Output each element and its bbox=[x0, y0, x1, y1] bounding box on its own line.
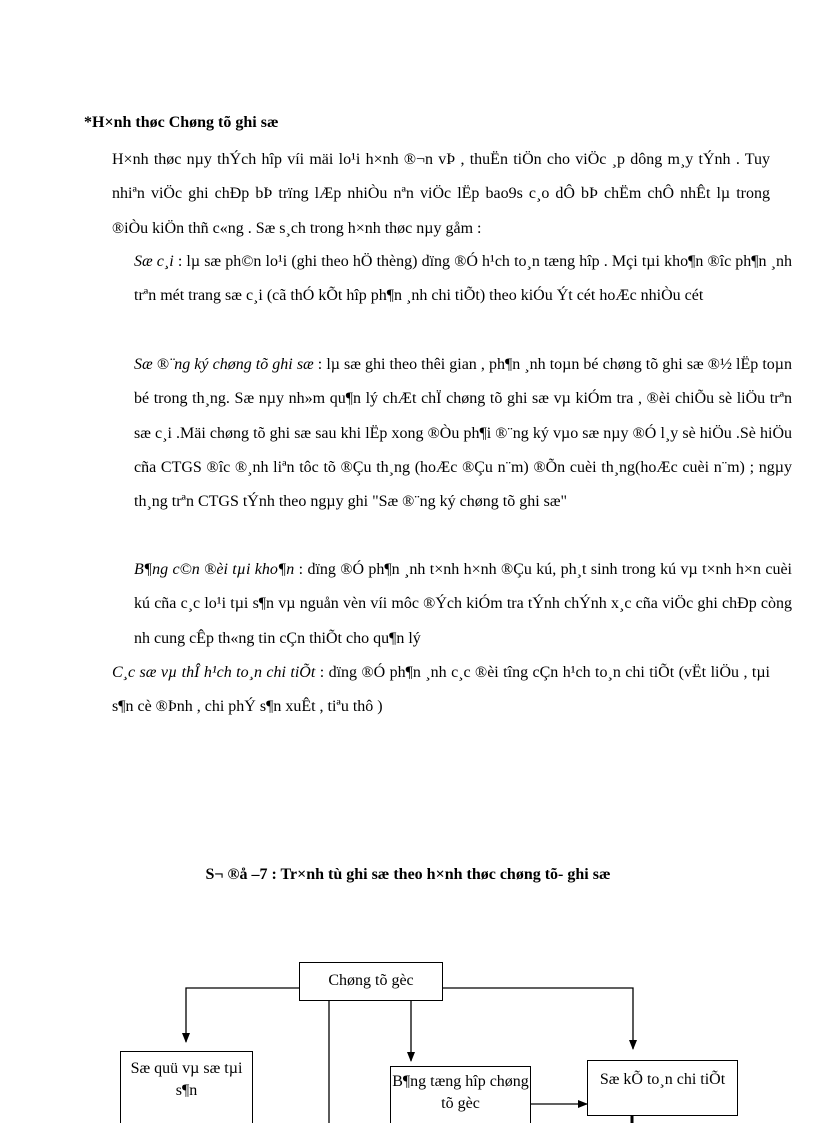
bang-can-doi-term: B¶ng c©n ®èi tµi kho¶n bbox=[134, 561, 295, 578]
box-chung-tu-goc: Chøng tõ gèc bbox=[299, 962, 443, 1001]
box-so-chi-tiet: Sæ kÕ to¸n chi tiÕt bbox=[587, 1060, 738, 1116]
so-dang-ky-text: : lµ sæ ghi theo thêi gian , ph¶n ¸nh toµn bé chøng tõ ghi sæ ®½ lËp toµn bé trong th¸ng. Sæ nµy nh»m qu¶n lý chÆt chÏ chøng tõ ghi sæ vµ kiÓm tra , ®èi chiÕu sè liÖu trªn sæ c¸i .Mäi chøng tõ ghi sæ sau khi lËp xong ®Òu ph¶i ®¨ng ký vµo sæ nµy ®Ó l¸y sè hiÖu .Sè hiÖu cña CTGS ®îc ®¸nh liªn tôc tõ ®Çu th¸ng (hoÆc ®Çu n¨m) ®Õn cuèi th¸ng(hoÆc cuèi n¨m) ; ngµy th¸ng trªn CTGS tÝnh theo ngµy ghi "Sæ ®¨ng ký chøng tõ ghi sæ" bbox=[134, 356, 793, 511]
so-dang-ky-term: Sæ ®¨ng ký chøng tõ ghi sæ bbox=[134, 356, 314, 373]
connector-to-so-chi-tiet bbox=[443, 988, 633, 1049]
box-bang-tong-hop: B¶ng tæng hîp chøng tõ gèc bbox=[390, 1066, 531, 1123]
so-cai-text: : lµ sæ ph©n lo¹i (ghi theo hÖ thèng) dïng ®Ó h¹ch to¸n tæng hîp . Mçi tµi kho¶n ®îc ph¶n ¸nh trªn mét trang sæ c¸i (cã thÓ kÕt hîp ph¶n ¸nh chi tiÕt) theo kiÓu Ýt cét hoÆc nhiÒu cét bbox=[134, 253, 793, 305]
so-chi-tiet-text: : dïng ®Ó ph¶n ¸nh c¸c ®èi tîng cÇn h¹ch to¸n chi tiÕt (vËt liÖu , tµi s¶n cè ®Þnh , chi phÝ s¶n xuÊt , tiªu thô ) bbox=[112, 664, 770, 716]
so-chi-tiet-term: C¸c sæ vµ thÎ h¹ch to¸n chi tiÕt bbox=[112, 664, 316, 681]
diagram-title: S¬ ®å –7 : Tr×nh tù ghi sæ theo h×nh thøc chøng tõ- ghi sæ bbox=[205, 866, 611, 883]
box-so-quy: Sæ quü vµ sæ tµi s¶n bbox=[120, 1051, 253, 1123]
connector-to-so-quy bbox=[186, 988, 300, 1042]
so-cai-term: Sæ c¸i bbox=[134, 253, 174, 270]
section-heading: *H×nh thøc Chøng tõ ghi sæ bbox=[84, 114, 279, 131]
bang-can-doi-text: : dïng ®Ó ph¶n ¸nh t×nh h×nh ®Çu kú, ph¸t sinh trong kú vµ t×nh h×n cuèi kú cña c¸c lo¹i tµi s¶n vµ nguån vèn víi môc ®Ých kiÓm tra tÝnh chÝnh x¸c cña viÖc ghi chÐp còng nh cung cÊp th«ng tin cÇn thiÕt cho qu¶n lý bbox=[134, 561, 792, 647]
intro-text: H×nh thøc nµy thÝch hîp víi mäi lo¹i h×nh ®¬n vÞ , thuËn tiÖn cho viÖc ¸p dông m¸y tÝnh . Tuy nhiªn viÖc ghi chÐp bÞ trïng lÆp nhiÒu nªn viÖc lËp bao9s c¸o dÔ bÞ chËm chÔ nhÊt lµ trong ®iÒu kiÖn thñ c«ng . Sæ s¸ch trong h×nh thøc nµy gåm : bbox=[112, 151, 770, 237]
